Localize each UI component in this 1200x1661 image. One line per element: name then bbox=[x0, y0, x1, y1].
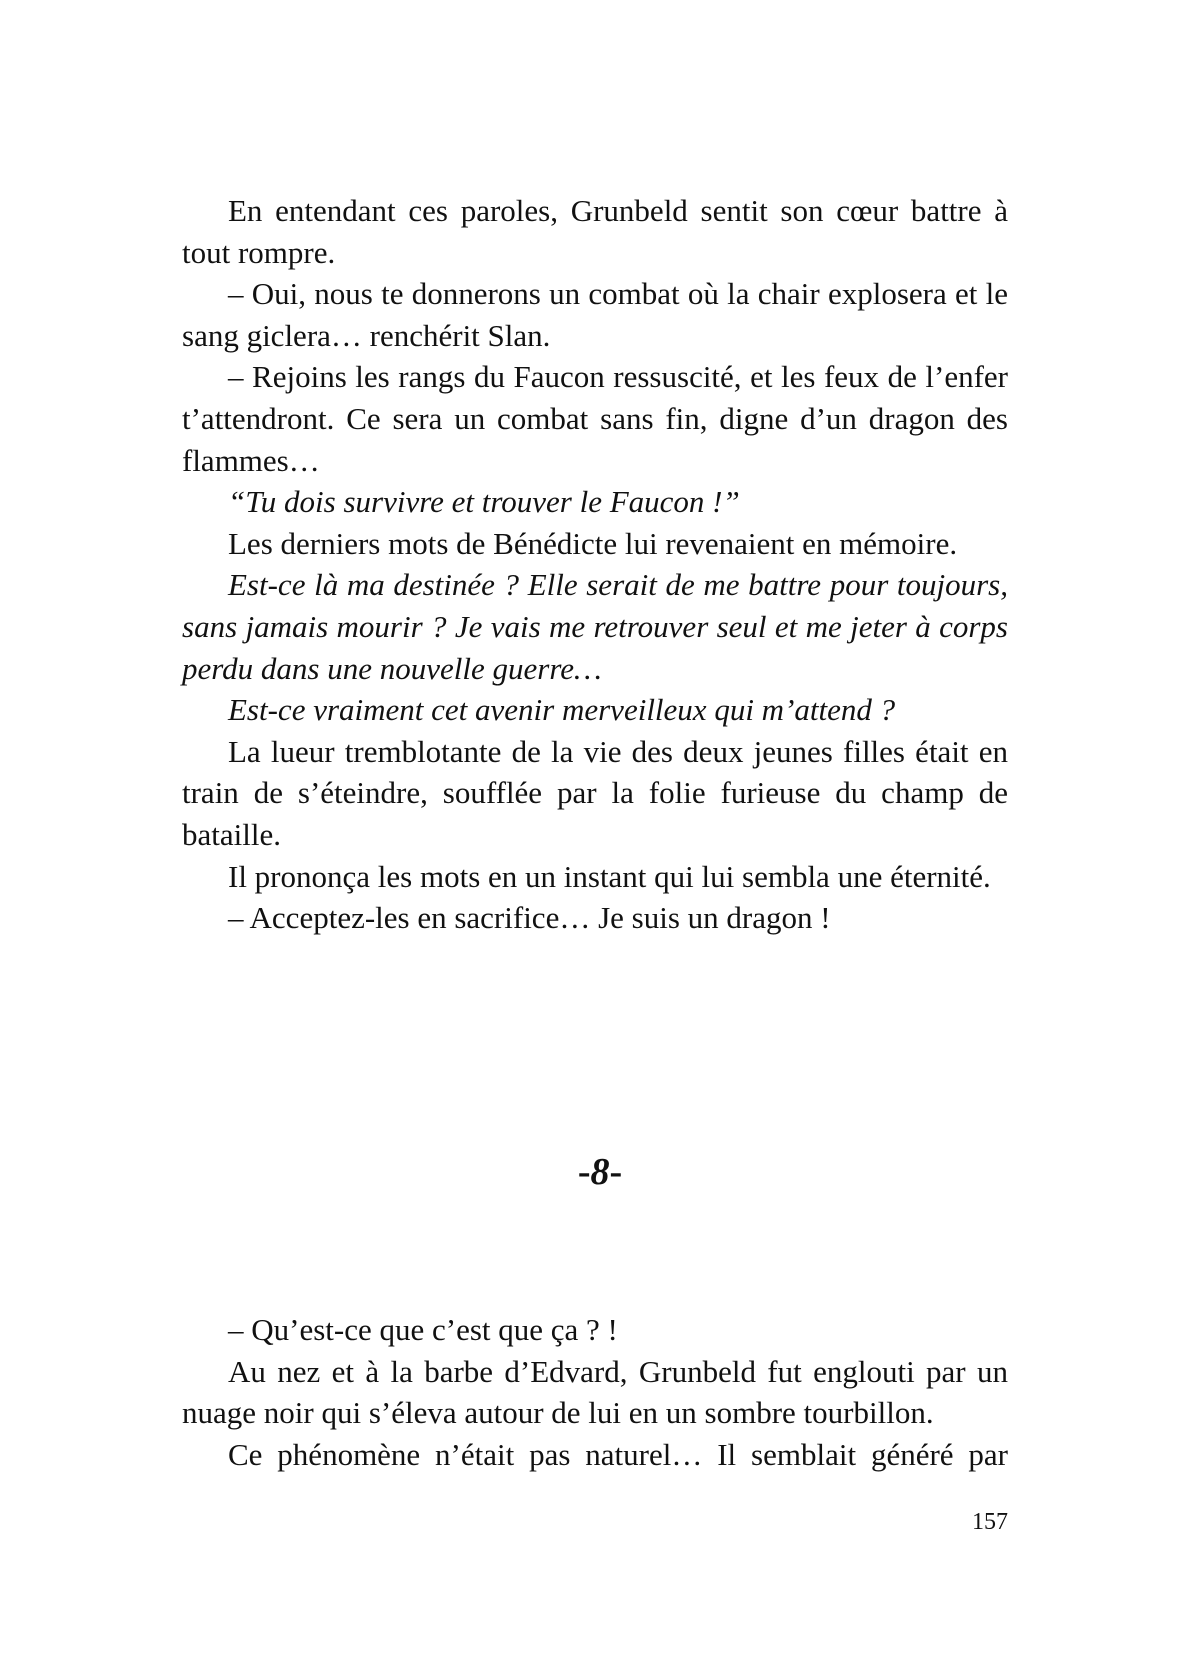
paragraph: – Acceptez-les en sacrifice… Je suis un dragon ! bbox=[228, 900, 831, 936]
paragraph: – Qu’est-ce que c’est que ça ? ! bbox=[228, 1312, 618, 1347]
paragraph-continued: Ce phénomène n’était pas naturel… Il semblait généré par bbox=[228, 1436, 1008, 1472]
paragraph-italic-thought: Est-ce vraiment cet avenir merveilleux qui m’attend ? bbox=[228, 692, 896, 728]
text-block-before-chapter bbox=[182, 190, 1008, 939]
chapter-number: 8 bbox=[590, 1151, 610, 1193]
text-block-after-chapter bbox=[182, 1309, 1008, 1475]
paragraph: La lueur tremblotante de la vie des deux jeunes filles était en train de s’éteindre, soufflée par la folie furieuse du champ de bataille. bbox=[182, 733, 1008, 852]
paragraph: – Rejoins les rangs du Faucon ressuscité, et les feux de l’enfer t’attendront. Ce sera un combat sans fin, digne d’un dragon des flammes… bbox=[182, 359, 1008, 478]
paragraph-italic-quote: “Tu dois survivre et trouver le Faucon !” bbox=[228, 484, 740, 520]
paragraph-italic-thought: Est-ce là ma destinée ? Elle serait de me battre pour toujours, sans jamais mourir ? Je vais me retrouver seul et me jeter à corps perdu dans une nouvelle guerre… bbox=[182, 567, 1008, 686]
chapter-heading bbox=[0, 1150, 1200, 1194]
paragraph: Les derniers mots de Bénédicte lui revenaient en mémoire. bbox=[228, 525, 958, 561]
page-number: 157 bbox=[972, 1509, 1008, 1535]
chapter-dash-left: - bbox=[577, 1151, 591, 1193]
paragraph: Il prononça les mots en un instant qui lui sembla une éternité. bbox=[228, 858, 991, 894]
paragraph: En entendant ces paroles, Grunbeld sentit son cœur battre à tout rompre. bbox=[182, 193, 1008, 270]
paragraph: Au nez et à la barbe d’Edvard, Grunbeld fut englouti par un nuage noir qui s’éleva autour de lui en un sombre tourbillon. bbox=[182, 1353, 1008, 1431]
paragraph: – Oui, nous te donnerons un combat où la chair explosera et le sang giclera… renchérit Slan. bbox=[182, 276, 1008, 353]
chapter-dash-right: - bbox=[609, 1151, 623, 1193]
